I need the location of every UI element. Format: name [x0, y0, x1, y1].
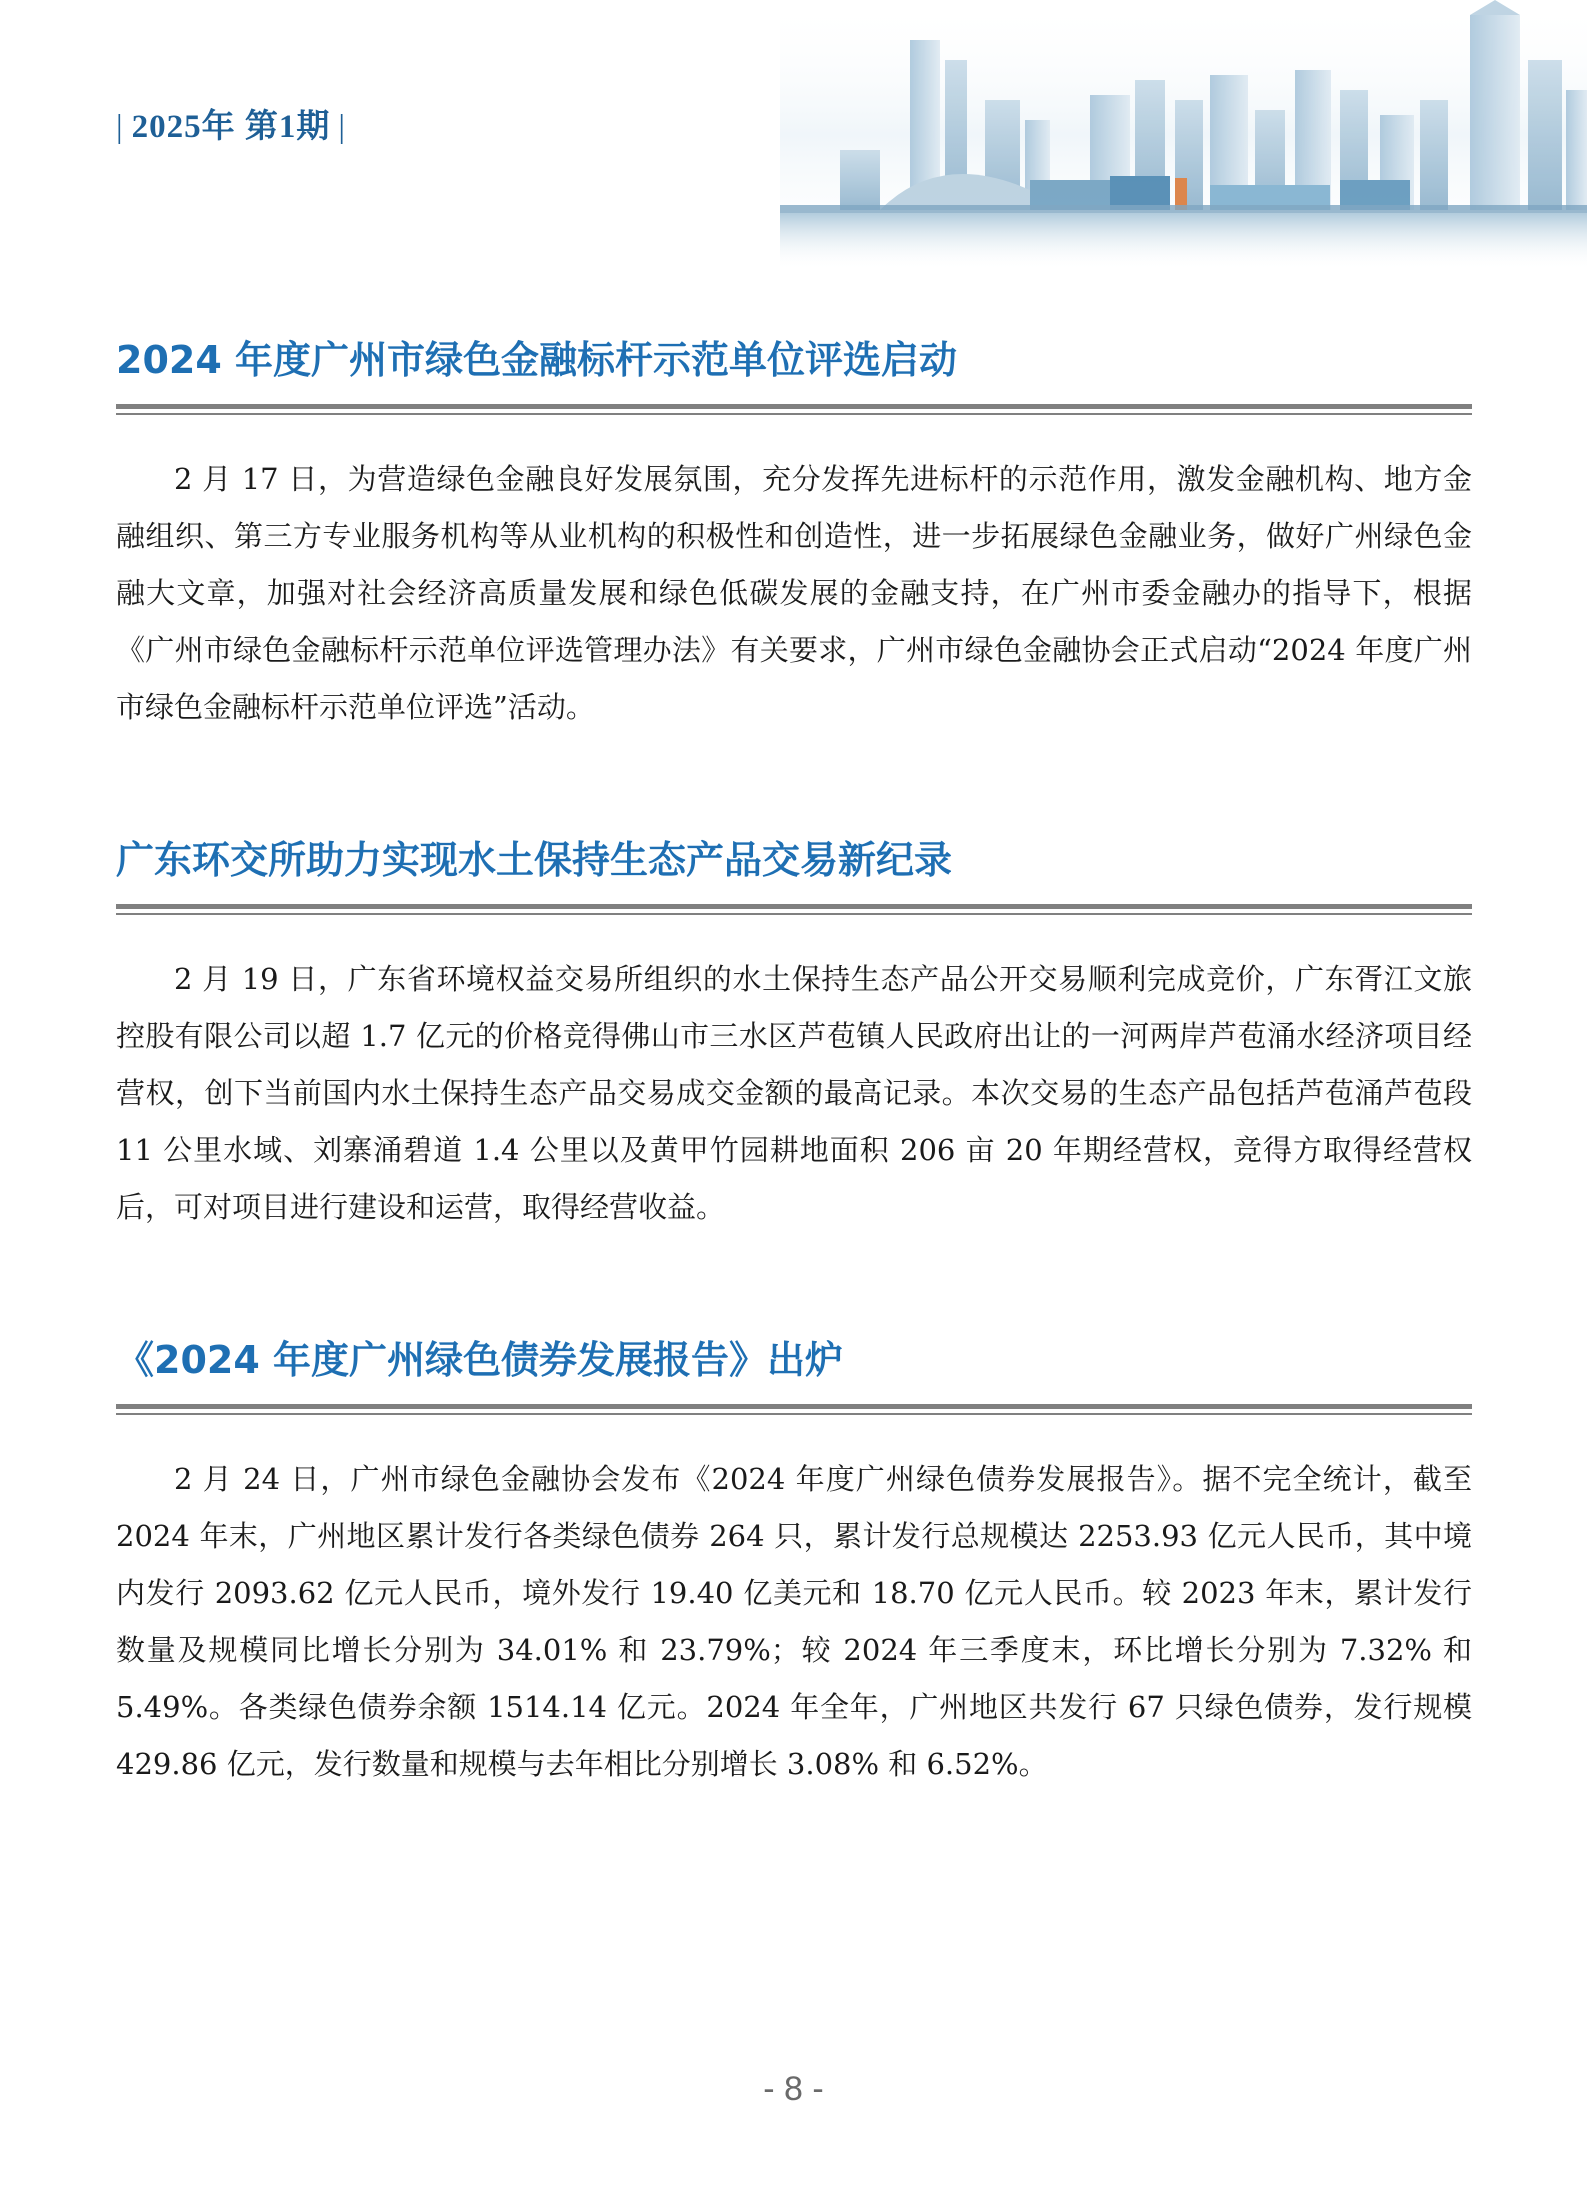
- article-title: 《2024 年度广州绿色债券发展报告》出炉: [116, 1338, 843, 1382]
- issue-bar-right: |: [338, 109, 346, 145]
- title-divider: [116, 404, 1472, 415]
- article-title: 2024 年度广州市绿色金融标杆示范单位评选启动: [116, 338, 957, 382]
- issue-bar-left: |: [116, 109, 124, 145]
- city-skyline-illustration: [780, 0, 1587, 270]
- title-divider: [116, 904, 1472, 915]
- article-body: 2 月 24 日，广州市绿色金融协会发布《2024 年度广州绿色债券发展报告》。据不完全统计，截至 2024 年末，广州地区累计发行各类绿色债券 264 只，累计发行总规模达 2253.93 亿元人民币，其中境内发行 2093.62 亿元人民币，境外发行 19.40 亿美元和 18.70 亿元人民币。较 2023 年末，累计发行数量及规模同比增长分别为 34.01% 和 23.79%；较 2024 年三季度末，环比增长分别为 7.32% 和 5.49%。各类绿色债券余额 1514.14 亿元。2024 年全年，广州地区共发行 67 只绿色债券，发行规模 429.86 亿元，发行数量和规模与去年相比分别增长 3.08% 和 6.52%。: [116, 1462, 1472, 1781]
- article-2: [116, 830, 1472, 1265]
- title-divider: [116, 1404, 1472, 1415]
- page-number: - 8 -: [763, 2070, 824, 2108]
- article-3: [116, 1330, 1472, 1822]
- issue-text: 2025年 第1期: [131, 109, 331, 145]
- article-title: 广东环交所助力实现水土保持生态产品交易新纪录: [116, 838, 953, 882]
- issue-label: [108, 100, 354, 147]
- article-body: 2 月 19 日，广东省环境权益交易所组织的水土保持生态产品公开交易顺利完成竞价，广东胥江文旅控股有限公司以超 1.7 亿元的价格竞得佛山市三水区芦苞镇人民政府出让的一河两岸芦苞涌水经济项目经营权，创下当前国内水土保持生态产品交易成交金额的最高记录。本次交易的生态产品包括芦苞涌芦苞段 11 公里水域、刘寨涌碧道 1.4 公里以及黄甲竹园耕地面积 206 亩 20 年期经营权，竞得方取得经营权后，可对项目进行建设和运营，取得经营收益。: [116, 962, 1472, 1224]
- article-1: [116, 330, 1472, 765]
- article-body: 2 月 17 日，为营造绿色金融良好发展氛围，充分发挥先进标杆的示范作用，激发金融机构、地方金融组织、第三方专业服务机构等从业机构的积极性和创造性，进一步拓展绿色金融业务，做好广州绿色金融大文章，加强对社会经济高质量发展和绿色低碳发展的金融支持，在广州市委金融办的指导下，根据《广州市绿色金融标杆示范单位评选管理办法》有关要求，广州市绿色金融协会正式启动“2024 年度广州市绿色金融标杆示范单位评选”活动。: [116, 462, 1472, 724]
